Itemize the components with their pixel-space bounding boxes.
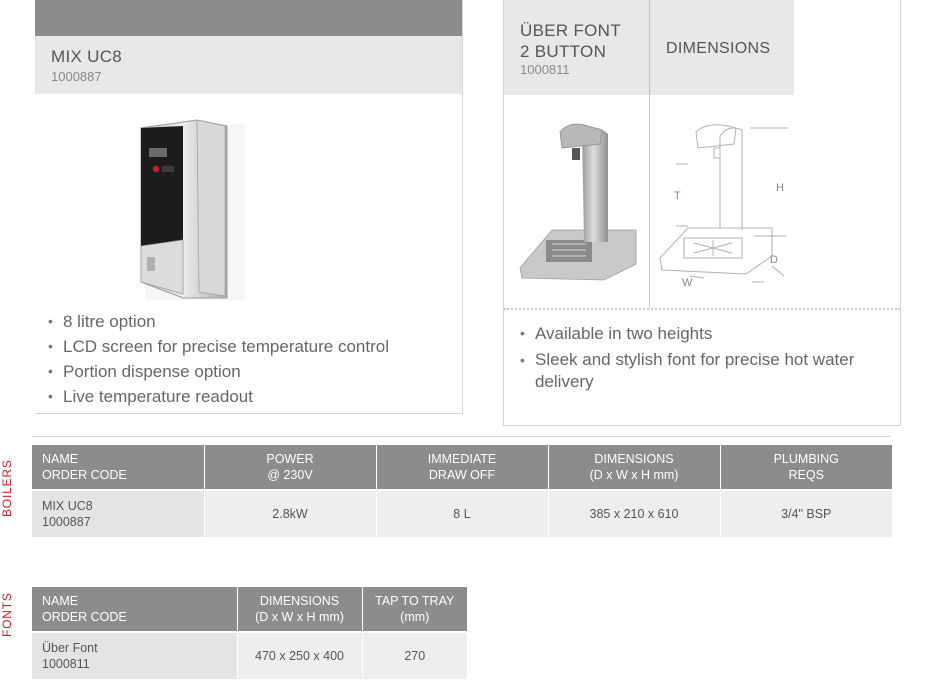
product-code: 1000811 bbox=[520, 62, 570, 77]
column-header: NAME ORDER CODE bbox=[32, 587, 237, 632]
fonts-spec-table bbox=[32, 587, 467, 679]
dimensions-heading: DIMENSIONS bbox=[666, 40, 771, 57]
column-header: DIMENSIONS (D x W x H mm) bbox=[548, 445, 720, 490]
section-separator bbox=[32, 436, 890, 437]
plumbing-cell: 3/4" BSP bbox=[720, 490, 892, 537]
feature-item: • Sleek and stylish font for precise hot water delivery bbox=[520, 349, 890, 393]
dimension-t-label: T bbox=[674, 190, 681, 202]
column-header: IMMEDIATE DRAW OFF bbox=[376, 445, 548, 490]
power-cell: 2.8kW bbox=[204, 490, 376, 537]
dimension-h-label: H bbox=[776, 182, 784, 194]
product-name bbox=[520, 20, 621, 62]
dimension-d-label: D bbox=[770, 254, 778, 266]
dimension-w-label: W bbox=[682, 277, 693, 289]
name-cell: Über Font 1000811 bbox=[32, 632, 237, 679]
column-header: NAME ORDER CODE bbox=[32, 445, 204, 490]
section-label-boilers: BOILERS bbox=[0, 459, 14, 517]
column-divider bbox=[649, 95, 650, 308]
font-feature-list bbox=[520, 321, 890, 393]
product-header bbox=[35, 36, 462, 94]
product-code: 1000887 bbox=[51, 69, 102, 84]
table-row bbox=[32, 632, 467, 679]
column-header: POWER @ 230V bbox=[204, 445, 376, 490]
boiler-image bbox=[127, 112, 257, 302]
dimensions-cell: 470 x 250 x 400 bbox=[237, 632, 362, 679]
name-cell: MIX UC8 1000887 bbox=[32, 490, 204, 537]
feature-item: • Portion dispense option bbox=[48, 359, 389, 384]
table-header-row bbox=[32, 445, 892, 490]
dotted-divider bbox=[504, 308, 900, 310]
section-label-fonts: FONTS bbox=[0, 592, 14, 637]
boiler-feature-list bbox=[48, 309, 389, 409]
feature-item: • Live temperature readout bbox=[48, 384, 389, 409]
product-header bbox=[504, 0, 650, 95]
font-image bbox=[512, 118, 642, 284]
dimensions-cell: 385 x 210 x 610 bbox=[548, 490, 720, 537]
product-card-mix-uc8 bbox=[35, 0, 463, 414]
feature-item: • Available in two heights bbox=[520, 321, 890, 346]
table-header-row bbox=[32, 587, 467, 632]
column-header: PLUMBING REQS bbox=[720, 445, 892, 490]
dimensions-drawing bbox=[654, 118, 799, 293]
tap-to-tray-cell: 270 bbox=[362, 632, 467, 679]
draw-off-cell: 8 L bbox=[376, 490, 548, 537]
column-header: TAP TO TRAY (mm) bbox=[362, 587, 467, 632]
product-name: MIX UC8 bbox=[51, 47, 123, 66]
boilers-spec-table bbox=[32, 445, 892, 537]
product-name-line1: ÜBER FONT bbox=[520, 21, 621, 40]
card-top-bar bbox=[35, 0, 462, 36]
feature-item: • 8 litre option bbox=[48, 309, 389, 334]
table-row bbox=[32, 490, 892, 537]
column-header: DIMENSIONS (D x W x H mm) bbox=[237, 587, 362, 632]
feature-item: • LCD screen for precise temperature control bbox=[48, 334, 389, 359]
dimensions-header bbox=[650, 0, 794, 95]
product-name-line2: 2 BUTTON bbox=[520, 42, 607, 61]
product-card-uber-font bbox=[503, 0, 901, 426]
